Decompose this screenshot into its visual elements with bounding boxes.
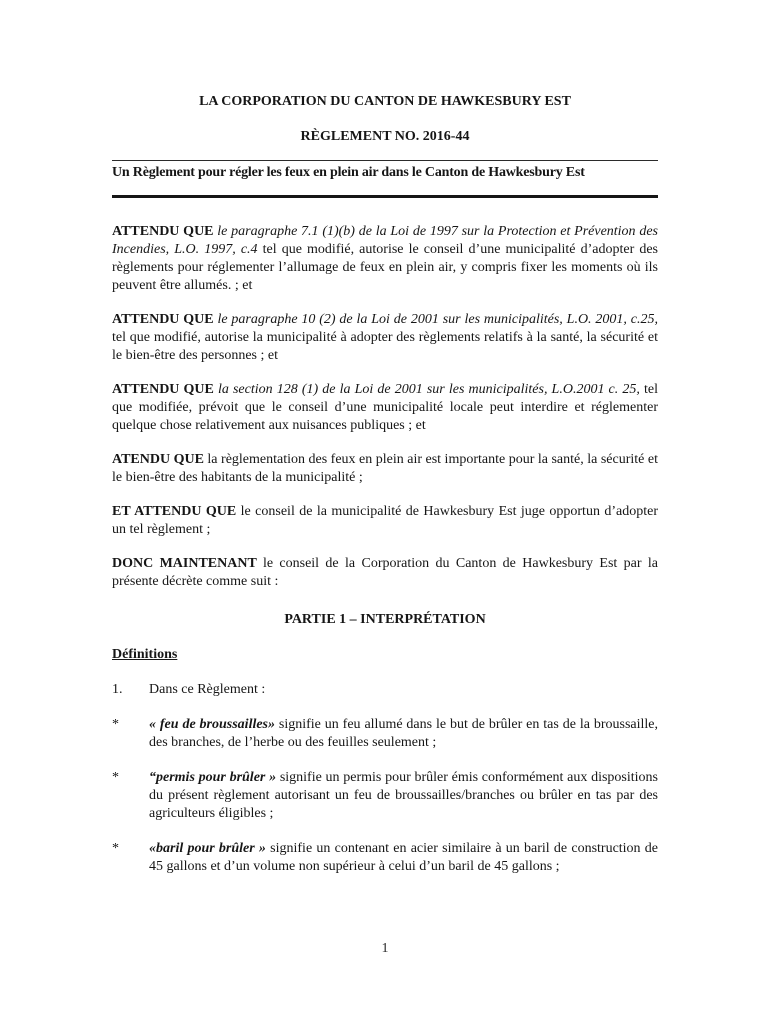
recital-citation: le paragraphe 7.1 (1)(b) de la Loi de 1997 sur la Protection et Prévention des Incendies, L.O. 1997, c.4 bbox=[112, 224, 658, 257]
definition-text bbox=[149, 769, 658, 823]
document-page bbox=[112, 0, 658, 876]
definition-term: « feu de broussailles» bbox=[149, 717, 276, 732]
recital-text: la règlementation des feux en plein air est importante pour la santé, la sécurité et le bien-être des habitants de la municipalité ; bbox=[112, 452, 658, 485]
definition-text bbox=[149, 716, 658, 752]
recital-citation: la section 128 (1) de la Loi de 2001 sur les municipalités, L.O.2001 c. 25, bbox=[217, 382, 640, 397]
recital-text: le conseil de la Corporation du Canton de Hawkesbury Est par la présente décrète comme suit : bbox=[112, 556, 658, 589]
divider-thin bbox=[112, 160, 658, 161]
item-number: 1. bbox=[112, 682, 123, 697]
divider-thick bbox=[112, 195, 658, 198]
definition-body: signifie un contenant en acier similaire à un baril de construction de 45 gallons et d’un volume non supérieur à celui d’un baril de 45 gallons ; bbox=[149, 841, 658, 874]
recital-text: le conseil de la municipalité de Hawkesbury Est juge opportun d’adopter un tel règlement ; bbox=[112, 504, 659, 537]
definition-item-3 bbox=[112, 840, 658, 876]
recital-paragraph-6 bbox=[112, 555, 658, 591]
recital-lead: ATENDU QUE bbox=[112, 452, 208, 467]
document-title: LA CORPORATION DU CANTON DE HAWKESBURY EST bbox=[199, 94, 571, 109]
definition-body: signifie un permis pour brûler émis conformément aux dispositions du présent règlement autorisant un feu de broussailles/branches ou brûler en tas par des agriculteurs éligibles ; bbox=[149, 770, 658, 821]
recital-paragraph-1 bbox=[112, 223, 658, 295]
definitions-heading: Définitions bbox=[112, 647, 178, 662]
recital-paragraph-3 bbox=[112, 381, 658, 435]
page-number: 1 bbox=[381, 941, 389, 956]
bylaw-subtitle: Un Règlement pour régler les feux en plein air dans le Canton de Hawkesbury Est bbox=[112, 165, 585, 180]
definition-marker: * bbox=[112, 717, 119, 732]
bylaw-number: RÈGLEMENT NO. 2016-44 bbox=[300, 129, 470, 144]
recital-paragraph-5 bbox=[112, 503, 658, 539]
recital-lead: ET ATTENDU QUE bbox=[112, 504, 241, 519]
item-text: Dans ce Règlement : bbox=[149, 682, 266, 697]
recital-paragraph-4 bbox=[112, 451, 658, 487]
recital-lead: ATTENDU QUE bbox=[112, 312, 218, 327]
recital-text: tel que modifiée, prévoit que le conseil d’une municipalité locale peut interdire et réglementer quelque chose relativement aux nuisances publiques ; et bbox=[112, 382, 658, 433]
definition-marker: * bbox=[112, 770, 119, 785]
definition-body: signifie un feu allumé dans le but de brûler en tas de la broussaille, des branches, de l’herbe ou des feuilles seulement ; bbox=[149, 717, 658, 750]
recital-lead: DONC MAINTENANT bbox=[112, 556, 263, 571]
definition-term: “permis pour brûler » bbox=[149, 770, 277, 785]
numbered-item-1 bbox=[112, 681, 658, 699]
recital-text: tel que modifié, autorise la municipalité à adopter des règlements relatifs à la santé, la sécurité et le bien-être des personnes ; et bbox=[112, 330, 658, 363]
recital-paragraph-2 bbox=[112, 311, 658, 365]
definition-item-1 bbox=[112, 716, 658, 752]
recital-lead: ATTENDU QUE bbox=[112, 224, 218, 239]
definition-term: «baril pour brûler » bbox=[149, 841, 266, 856]
definition-item-2 bbox=[112, 769, 658, 823]
recital-citation: le paragraphe 10 (2) de la Loi de 2001 sur les municipalités, L.O. 2001, c.25, bbox=[217, 312, 658, 327]
recital-lead: ATTENDU QUE bbox=[112, 382, 218, 397]
recital-text: tel que modifié, autorise le conseil d’une municipalité d’adopter des règlements pour réglementer l’allumage de feux en plein air, y compris fixer les moments où ils peuvent être allumés. ; et bbox=[112, 242, 658, 293]
definition-text bbox=[149, 840, 658, 876]
part1-heading: PARTIE 1 – INTERPRÉTATION bbox=[284, 612, 486, 627]
definition-marker: * bbox=[112, 841, 119, 856]
